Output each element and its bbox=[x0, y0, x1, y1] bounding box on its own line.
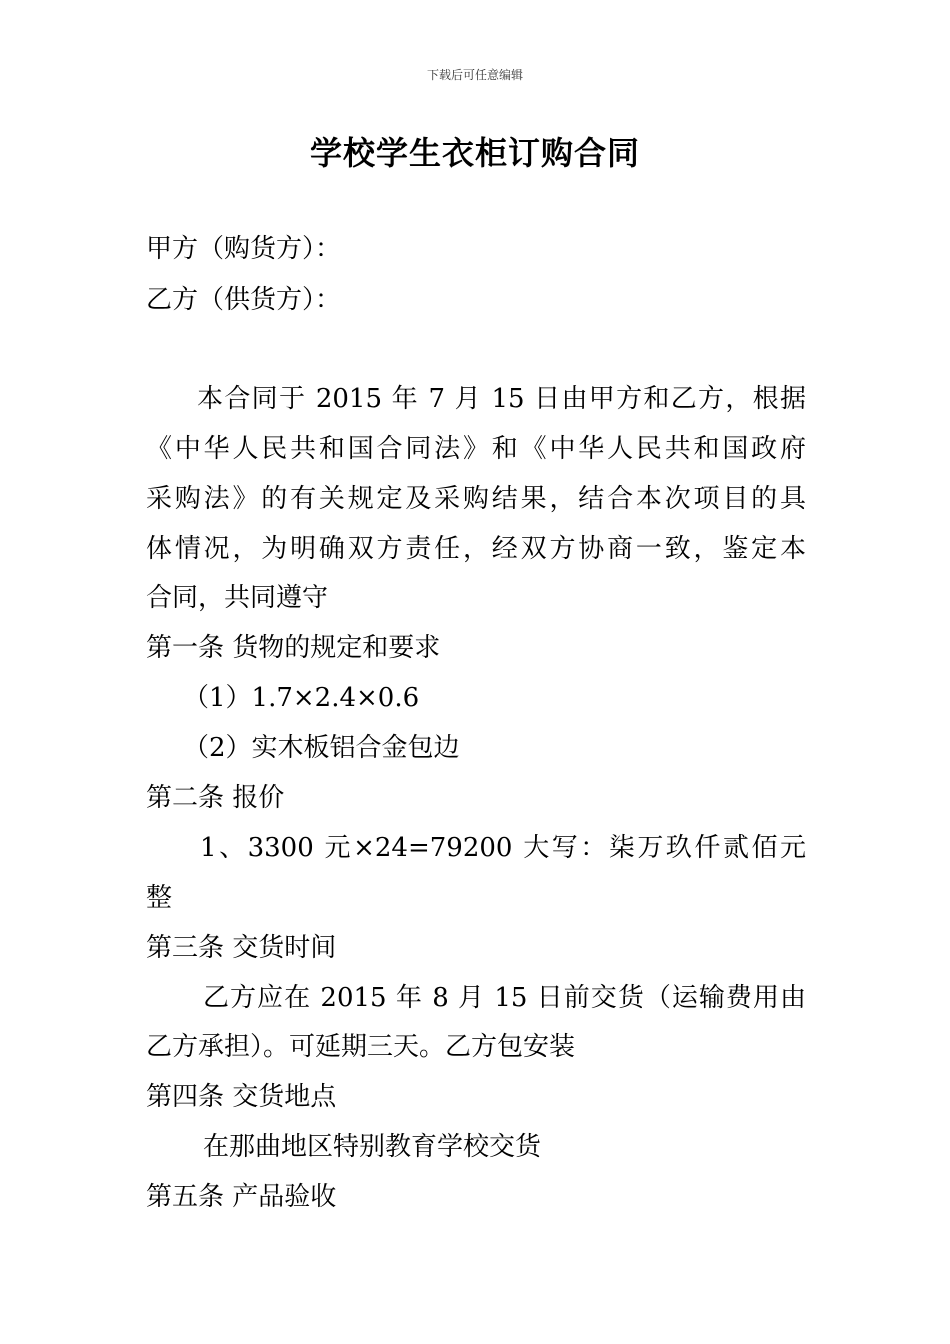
article-4-body: 在那曲地区特别教育学校交货 bbox=[203, 1132, 542, 1162]
article-2-heading: 第二条 报价 bbox=[146, 783, 285, 813]
article-4-heading: 第四条 交货地点 bbox=[146, 1082, 337, 1112]
article-1-heading: 第一条 货物的规定和要求 bbox=[146, 633, 441, 663]
intro-line-5: 合同，共同遵守 bbox=[146, 583, 329, 613]
intro-line-4: 体情况，为明确双方责任，经双方协商一致，鉴定本 bbox=[146, 534, 806, 564]
article-3-line-2: 乙方承担）。可延期三天。乙方包安装 bbox=[146, 1032, 576, 1062]
page-title: 学校学生衣柜订购合同 bbox=[309, 134, 640, 172]
article-3-heading: 第三条 交货时间 bbox=[146, 933, 337, 963]
intro-line-2: 《中华人民共和国合同法》和《中华人民共和国政府 bbox=[146, 434, 806, 464]
party-a-line: 甲方（购货方）： bbox=[146, 234, 342, 264]
article-5-heading: 第五条 产品验收 bbox=[146, 1182, 337, 1212]
article-2-line-1: 1、3300 元×24=79200 大写：柒万玖仟贰佰元 bbox=[200, 833, 806, 863]
article-3-line-1: 乙方应在 2015 年 8 月 15 日前交货（运输费用由 bbox=[203, 983, 806, 1013]
intro-line-1: 本合同于 2015 年 7 月 15 日由甲方和乙方，根据 bbox=[197, 384, 806, 414]
article-1-item-2: （2）实木板铝合金包边 bbox=[183, 733, 460, 763]
intro-line-3: 采购法》的有关规定及采购结果，结合本次项目的具 bbox=[146, 484, 806, 514]
party-b-line: 乙方（供货方）： bbox=[146, 285, 342, 315]
article-2-line-2: 整 bbox=[146, 883, 173, 913]
header-watermark: 下载后可任意编辑 bbox=[426, 68, 523, 82]
article-1-item-1: （1）1.7×2.4×0.6 bbox=[183, 683, 420, 713]
